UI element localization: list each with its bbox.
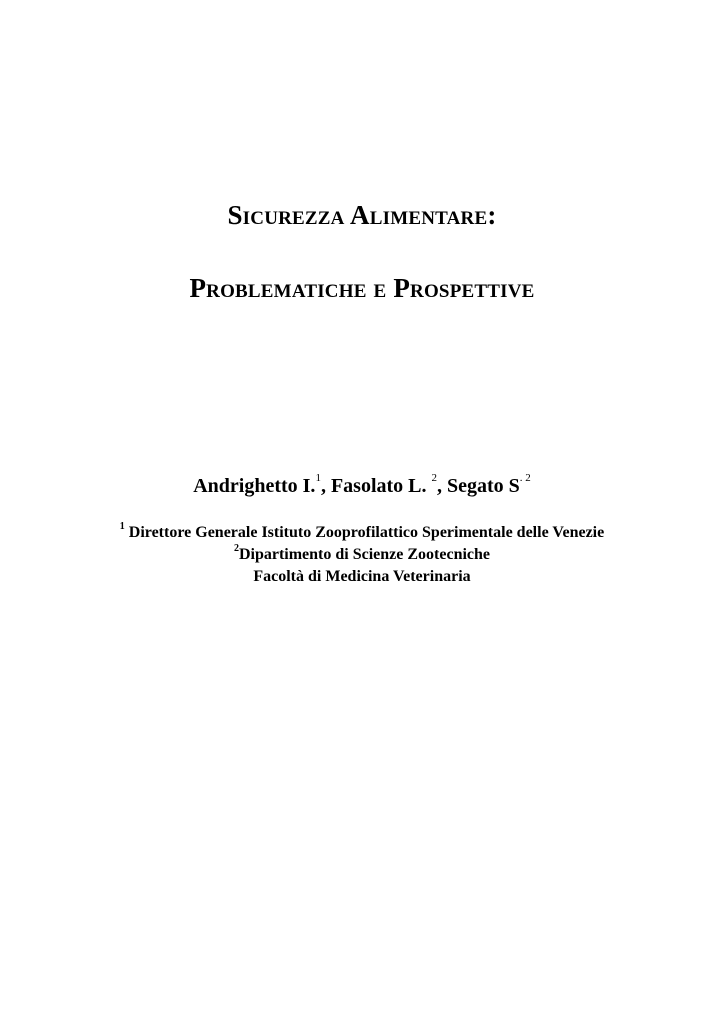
authors-line	[0, 472, 724, 498]
affiliation-mark: 1	[119, 521, 125, 532]
author-separator: ,	[437, 475, 447, 497]
document-title-line-1: Sicurezza Alimentare:	[227, 200, 497, 230]
affiliation-text: Dipartimento di Scienze Zootecniche	[238, 546, 491, 563]
affiliation-text: Direttore Generale Istituto Zooprofilattico Sperimentale delle Venezie	[124, 524, 605, 541]
affiliation-mark: 2	[522, 472, 531, 484]
author-dot: .	[519, 472, 523, 484]
affiliation-2	[0, 543, 724, 564]
affiliation-mark: 2	[233, 543, 239, 554]
affiliation-mark: 2	[431, 472, 437, 484]
affiliation-mark: 1	[315, 472, 321, 484]
author-name: Segato S	[447, 475, 520, 497]
affiliation-3: Facoltà di Medicina Veterinaria	[253, 568, 471, 585]
affiliation-1	[0, 521, 724, 542]
author-name: Fasolato L.	[330, 475, 432, 497]
author-name: Andrighetto I.	[193, 475, 316, 497]
author-separator: ,	[320, 475, 331, 497]
document-title-line-2: Problematiche e Prospettive	[189, 273, 535, 303]
